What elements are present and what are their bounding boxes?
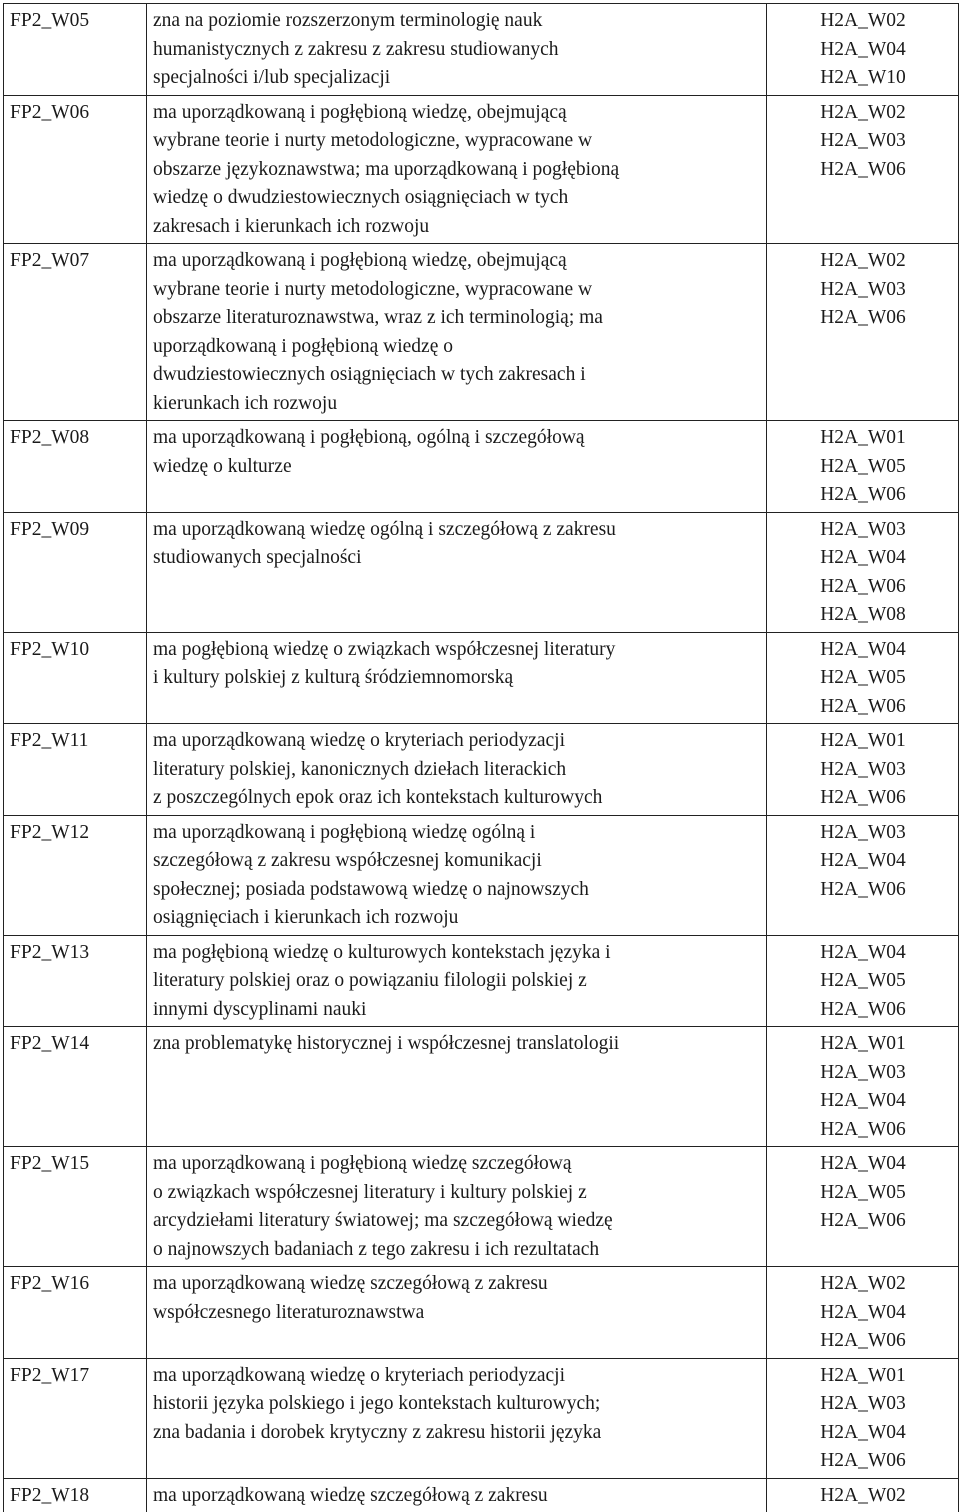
outcome-references: H2A_W01 H2A_W03 H2A_W04 H2A_W06	[767, 1027, 959, 1147]
outcome-description: ma uporządkowaną i pogłębioną wiedzę ogólną i szczegółową z zakresu współczesnej komunikacji społecznej; posiada podstawową wiedzę o najnowszych osiągnięciach i kierunkach ich rozwoju	[147, 815, 767, 935]
outcome-references: H2A_W02 H2A_W03 H2A_W06	[767, 95, 959, 244]
outcome-description: ma pogłębioną wiedzę o kulturowych kontekstach języka i literatury polskiej oraz o powiązaniu filologii polskiej z innymi dyscyplinami nauki	[147, 935, 767, 1027]
table-row	[4, 1267, 959, 1359]
outcome-code: FP2_W15	[4, 1147, 147, 1267]
outcome-references: H2A_W03 H2A_W04 H2A_W06 H2A_W08	[767, 512, 959, 632]
outcome-references: H2A_W04 H2A_W05 H2A_W06	[767, 632, 959, 724]
outcome-description: ma uporządkowaną wiedzę szczegółową z zakresu	[147, 1478, 767, 1512]
outcome-code: FP2_W14	[4, 1027, 147, 1147]
outcome-description: ma uporządkowaną i pogłębioną, ogólną i szczegółową wiedzę o kulturze	[147, 421, 767, 513]
outcome-description: zna na poziomie rozszerzonym terminologię nauk humanistycznych z zakresu z zakresu studiowanych specjalności i/lub specjalizacji	[147, 4, 767, 96]
outcome-code: FP2_W16	[4, 1267, 147, 1359]
outcome-code: FP2_W18	[4, 1478, 147, 1512]
outcome-code: FP2_W08	[4, 421, 147, 513]
table-row	[4, 1478, 959, 1512]
outcome-description: ma uporządkowaną wiedzę szczegółową z zakresu współczesnego literaturoznawstwa	[147, 1267, 767, 1359]
outcome-references: H2A_W02 H2A_W03 H2A_W06	[767, 244, 959, 421]
outcome-references: H2A_W02 H2A_W04 H2A_W10	[767, 4, 959, 96]
outcome-description: ma uporządkowaną wiedzę o kryteriach periodyzacji historii języka polskiego i jego kontekstach kulturowych; zna badania i dorobek krytyczny z zakresu historii języka	[147, 1358, 767, 1478]
outcome-description: ma uporządkowaną i pogłębioną wiedzę szczegółową o związkach współczesnej literatury i kultury polskiej z arcydziełami literatury światowej; ma szczegółową wiedzę o najnowszych badaniach z tego zakresu i ich rezultatach	[147, 1147, 767, 1267]
table-row	[4, 95, 959, 244]
outcome-code: FP2_W07	[4, 244, 147, 421]
outcome-code: FP2_W09	[4, 512, 147, 632]
learning-outcomes-table	[3, 3, 959, 1512]
outcome-references: H2A_W04 H2A_W05 H2A_W06	[767, 935, 959, 1027]
outcome-code: FP2_W06	[4, 95, 147, 244]
table-row	[4, 244, 959, 421]
outcome-description: ma uporządkowaną i pogłębioną wiedzę, obejmującą wybrane teorie i nurty metodologiczne, wypracowane w obszarze językoznawstwa; ma uporządkowaną i pogłębioną wiedzę o dwudziestowiecznych osiągnięciach w tych zakresach i kierunkach ich rozwoju	[147, 95, 767, 244]
outcome-code: FP2_W05	[4, 4, 147, 96]
outcome-code: FP2_W17	[4, 1358, 147, 1478]
outcome-code: FP2_W13	[4, 935, 147, 1027]
table-row	[4, 935, 959, 1027]
table-row	[4, 421, 959, 513]
outcome-references: H2A_W01 H2A_W03 H2A_W04 H2A_W06	[767, 1358, 959, 1478]
outcome-references: H2A_W02	[767, 1478, 959, 1512]
outcome-description: ma uporządkowaną wiedzę ogólną i szczegółową z zakresu studiowanych specjalności	[147, 512, 767, 632]
table-row	[4, 512, 959, 632]
outcome-description: ma pogłębioną wiedzę o związkach współczesnej literatury i kultury polskiej z kulturą śródziemnomorską	[147, 632, 767, 724]
table-row	[4, 1027, 959, 1147]
table-row	[4, 724, 959, 816]
outcome-code: FP2_W10	[4, 632, 147, 724]
outcome-description: zna problematykę historycznej i współczesnej translatologii	[147, 1027, 767, 1147]
outcome-references: H2A_W02 H2A_W04 H2A_W06	[767, 1267, 959, 1359]
table-row	[4, 815, 959, 935]
table-row	[4, 1358, 959, 1478]
outcome-description: ma uporządkowaną i pogłębioną wiedzę, obejmującą wybrane teorie i nurty metodologiczne, wypracowane w obszarze literaturoznawstwa, wraz z ich terminologią; ma uporządkowaną i pogłębioną wiedzę o dwudziestowiecznych osiągnięciach w tych zakresach i kierunkach ich rozwoju	[147, 244, 767, 421]
outcome-references: H2A_W01 H2A_W03 H2A_W06	[767, 724, 959, 816]
outcome-references: H2A_W04 H2A_W05 H2A_W06	[767, 1147, 959, 1267]
outcome-references: H2A_W03 H2A_W04 H2A_W06	[767, 815, 959, 935]
outcome-description: ma uporządkowaną wiedzę o kryteriach periodyzacji literatury polskiej, kanonicznych dziełach literackich z poszczególnych epok oraz ich kontekstach kulturowych	[147, 724, 767, 816]
outcome-references: H2A_W01 H2A_W05 H2A_W06	[767, 421, 959, 513]
table-row	[4, 632, 959, 724]
outcome-code: FP2_W12	[4, 815, 147, 935]
table-row	[4, 4, 959, 96]
table-row	[4, 1147, 959, 1267]
outcome-code: FP2_W11	[4, 724, 147, 816]
